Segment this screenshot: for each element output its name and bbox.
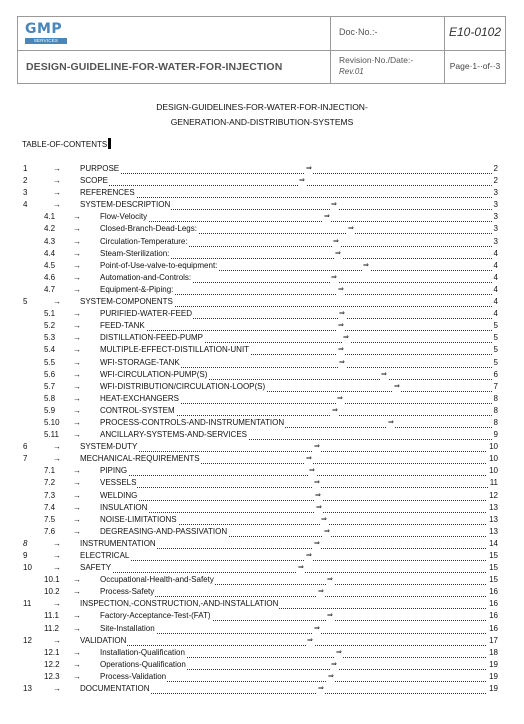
toc-entry-number: 9 [23, 551, 28, 560]
toc-entry-page: 8 [493, 405, 498, 415]
tab-arrow-icon: → [73, 478, 81, 488]
leader-arrow-icon: ⇒ [336, 393, 344, 405]
leader-arrow-icon: ⇒ [362, 260, 370, 272]
toc-entry[interactable] [0, 683, 524, 695]
toc-entry-page: 16 [489, 623, 498, 633]
toc-entry[interactable] [0, 284, 524, 296]
toc-entry-page: 5 [493, 333, 498, 343]
doc-number-label: Doc·No.:- [339, 27, 378, 37]
toc-entry-page: 11 [489, 478, 498, 488]
leader-arrow-icon: ⇒ [337, 284, 345, 296]
toc-entry-title[interactable]: PURIFIED-WATER-FEED [100, 309, 192, 319]
toc-entry-title[interactable]: WELDING [100, 490, 138, 500]
tab-arrow-icon: → [73, 284, 81, 294]
toc-entry-title[interactable]: Factory-Acceptance-Test-(FAT) [100, 611, 211, 621]
toc-entry-page: 15 [489, 563, 498, 573]
toc-entry-title[interactable]: REFERENCES [80, 188, 135, 198]
leader-arrow-icon: ⇒ [317, 683, 325, 695]
toc-entry[interactable] [0, 526, 524, 538]
dot-leader [100, 502, 492, 513]
tab-arrow-icon: → [73, 490, 81, 500]
dot-leader [100, 490, 492, 501]
toc-entry-number: 5.10 [44, 417, 60, 427]
toc-entry[interactable] [0, 248, 524, 260]
toc-entry-title[interactable]: Equipment-&-Piping: [100, 284, 174, 294]
toc-entry-number: 11.2 [44, 623, 59, 633]
tab-arrow-icon: → [73, 430, 81, 440]
tab-arrow-icon: → [73, 260, 81, 270]
tab-arrow-icon: → [73, 514, 81, 524]
toc-entry-page: 16 [489, 587, 498, 597]
leader-arrow-icon: ⇒ [308, 465, 316, 477]
leader-arrow-icon: ⇒ [338, 308, 346, 320]
toc-entry-number: 4.5 [44, 260, 56, 270]
toc-entry-number: 5.1 [44, 309, 56, 319]
tab-arrow-icon: → [73, 417, 81, 427]
toc-entry-title[interactable]: SCOPE [80, 176, 109, 186]
toc-entry[interactable] [0, 441, 524, 453]
tab-arrow-icon: → [53, 635, 61, 645]
toc-entry-number: 1 [23, 164, 28, 173]
toc-entry-number: 10.2 [44, 587, 60, 597]
toc-entry-number: 4.7 [44, 284, 56, 294]
tab-arrow-icon: → [53, 188, 61, 198]
leader-arrow-icon: ⇒ [305, 550, 313, 562]
leader-arrow-icon: ⇒ [326, 574, 334, 586]
toc-entry-title[interactable]: WFI-STORAGE-TANK [100, 357, 180, 367]
document-heading-line2: GENERATION-AND-DISTRIBUTION-SYSTEMS [170, 117, 354, 127]
leader-arrow-icon: ⇒ [331, 405, 339, 417]
toc-entry-page: 19 [489, 671, 498, 681]
tab-arrow-icon: → [73, 393, 81, 403]
toc-entry[interactable] [0, 223, 524, 235]
toc-entry-title[interactable]: DEGREASING-AND-PASSIVATION [100, 526, 228, 536]
toc-entry-number: 5.9 [44, 405, 56, 415]
toc-entry-page: 10 [489, 454, 498, 464]
toc-entry-title[interactable]: Steam-Sterilization: [100, 248, 170, 258]
toc-entry-title[interactable]: MULTIPLE-EFFECT-DISTILLATION-UNIT [100, 345, 250, 355]
toc-entry-page: 18 [489, 647, 498, 657]
leader-arrow-icon: ⇒ [330, 199, 338, 211]
title-cell [18, 51, 331, 83]
toc-entry-page: 9 [493, 430, 498, 440]
toc-entry-title[interactable]: INSPECTION,-CONSTRUCTION,-AND-INSTALLATION [80, 599, 279, 609]
toc-entry-title[interactable]: Point-of-Use-valve-to-equipment: [100, 260, 218, 270]
tab-arrow-icon: → [73, 212, 81, 222]
document-heading-line1: DESIGN-GUIDELINES-FOR-WATER-FOR-INJECTION- [156, 102, 368, 112]
dot-leader [100, 586, 492, 597]
leader-arrow-icon: ⇒ [305, 163, 313, 175]
tab-arrow-icon: → [73, 381, 81, 391]
tab-arrow-icon: → [73, 659, 81, 669]
toc-entry-number: 4.1 [44, 212, 56, 222]
document-header [17, 16, 506, 84]
toc-entry-page: 16 [489, 611, 498, 621]
toc-entry[interactable] [0, 369, 524, 381]
tab-arrow-icon: → [53, 454, 61, 464]
toc-entry-title[interactable]: PIPING [100, 466, 128, 476]
toc-entry[interactable] [0, 344, 524, 356]
doc-number-label-cell [331, 17, 445, 51]
dot-leader [100, 623, 492, 634]
leader-arrow-icon: ⇒ [313, 623, 321, 635]
toc-entry[interactable] [0, 393, 524, 405]
dot-leader [80, 635, 492, 646]
leader-arrow-icon: ⇒ [337, 320, 345, 332]
toc-entry[interactable] [0, 405, 524, 417]
dot-leader [80, 550, 492, 561]
toc-entry-page: 12 [489, 490, 498, 500]
page-number-cell [445, 51, 505, 83]
toc-entry-page: 5 [493, 345, 498, 355]
toc-heading-text: TABLE-OF-CONTENTS [22, 140, 108, 149]
dot-leader [80, 562, 492, 573]
toc-entry[interactable] [0, 647, 524, 659]
toc-entry-number: 4 [23, 200, 28, 210]
toc-entry-number: 7 [23, 454, 28, 464]
toc-entry-page: 13 [489, 514, 498, 524]
leader-arrow-icon: ⇒ [330, 659, 338, 671]
toc-entry-number: 5 [23, 297, 28, 307]
tab-arrow-icon: → [53, 599, 61, 609]
dot-leader [100, 211, 492, 222]
toc-entry-page: 8 [493, 417, 498, 427]
tab-arrow-icon: → [73, 587, 81, 597]
toc-entry-number: 12.3 [44, 671, 60, 681]
toc-entry-title[interactable]: NOISE-LIMITATIONS [100, 514, 177, 524]
toc-entry[interactable] [0, 260, 524, 272]
toc-entry-number: 10.1 [44, 575, 60, 585]
toc-entry-title[interactable]: CONTROL-SYSTEM [100, 405, 175, 415]
leader-arrow-icon: ⇒ [317, 586, 325, 598]
tab-arrow-icon: → [73, 623, 81, 633]
toc-entry-number: 7.1 [44, 466, 56, 476]
toc-entry-page: 6 [493, 369, 498, 379]
leader-arrow-icon: ⇒ [315, 502, 323, 514]
toc-entry-page: 4 [493, 297, 498, 307]
toc-entry[interactable] [0, 429, 524, 441]
toc-entry-page: 16 [489, 599, 498, 609]
toc-entry[interactable] [0, 671, 524, 683]
leader-arrow-icon: ⇒ [332, 236, 340, 248]
toc-entry-title[interactable]: Process-Validation [100, 671, 167, 681]
tab-arrow-icon: → [53, 200, 61, 210]
dot-leader [80, 187, 492, 198]
leader-arrow-icon: ⇒ [335, 647, 343, 659]
toc-entry-page: 2 [493, 176, 498, 186]
toc-entry-number: 5.4 [44, 345, 56, 355]
toc-entry-page: 3 [493, 224, 498, 234]
toc-entry-title[interactable]: Flow-Velocity [100, 212, 148, 222]
leader-arrow-icon: ⇒ [313, 538, 321, 550]
toc-entry-title[interactable]: Closed-Branch-Dead-Legs: [100, 224, 197, 234]
leader-arrow-icon: ⇒ [330, 272, 338, 284]
revision-label: Revision·No./Date:- [339, 55, 414, 65]
text-cursor [108, 138, 111, 149]
toc-entry-number: 5.8 [44, 393, 56, 403]
toc-entry-page: 19 [489, 684, 498, 694]
tab-arrow-icon: → [73, 575, 81, 585]
toc-entry-title[interactable]: SYSTEM-DUTY [80, 442, 138, 452]
toc-entry-number: 7.6 [44, 526, 56, 536]
toc-entry[interactable] [0, 465, 524, 477]
toc-entry-page: 17 [489, 635, 498, 645]
company-logo [25, 22, 69, 46]
tab-arrow-icon: → [53, 164, 61, 173]
tab-arrow-icon: → [53, 684, 61, 694]
tab-arrow-icon: → [73, 526, 81, 536]
toc-entry-page: 7 [493, 381, 498, 391]
toc-entry-title[interactable]: VALIDATION [80, 635, 127, 645]
logo-cell [18, 17, 331, 51]
toc-entry[interactable] [0, 187, 524, 199]
dot-leader [80, 163, 492, 174]
toc-entry-number: 5.3 [44, 333, 56, 343]
toc-entry[interactable] [0, 320, 524, 332]
toc-entry-page: 14 [489, 538, 498, 548]
toc-entry-title[interactable]: Occupational-Health-and-Safety [100, 575, 214, 585]
leader-arrow-icon: ⇒ [387, 417, 395, 429]
leader-arrow-icon: ⇒ [347, 223, 355, 235]
toc-entry-page: 4 [493, 272, 498, 282]
toc-entry[interactable] [0, 163, 524, 175]
toc-entry[interactable] [0, 562, 524, 574]
tab-arrow-icon: → [73, 309, 81, 319]
dot-leader [80, 441, 492, 452]
toc-entry[interactable] [0, 538, 524, 550]
toc-entry-page: 15 [489, 575, 498, 585]
toc-entry-title[interactable]: FEED-TANK [100, 321, 145, 331]
tab-arrow-icon: → [73, 224, 81, 234]
toc-entry[interactable] [0, 635, 524, 647]
toc-entry-page: 4 [493, 284, 498, 294]
leader-arrow-icon: ⇒ [323, 211, 331, 223]
doc-number: E10-0102 [448, 25, 502, 39]
toc-entry-title[interactable]: ELECTRICAL [80, 551, 130, 560]
toc-entry-number: 10 [23, 563, 32, 573]
dot-leader [100, 465, 492, 476]
toc-entry-title[interactable]: MECHANICAL-REQUIREMENTS [80, 454, 200, 464]
toc-entry-number: 4.2 [44, 224, 56, 234]
toc-entry-number: 7.4 [44, 502, 56, 512]
dot-leader [80, 175, 492, 186]
leader-arrow-icon: ⇒ [342, 332, 350, 344]
toc-entry-title[interactable]: HEAT-EXCHANGERS [100, 393, 179, 403]
toc-entry[interactable] [0, 236, 524, 248]
toc-entry[interactable] [0, 502, 524, 514]
toc-entry-title[interactable]: Installation-Qualification [100, 647, 185, 657]
toc-entry-number: 5.11 [44, 430, 59, 440]
toc-entry-title[interactable]: Operations-Qualification [100, 659, 186, 669]
tab-arrow-icon: → [73, 236, 81, 246]
leader-arrow-icon: ⇒ [313, 477, 321, 489]
toc-entry-page: 13 [489, 502, 498, 512]
toc-entry-title[interactable]: Automation-and-Controls: [100, 272, 192, 282]
tab-arrow-icon: → [73, 321, 81, 331]
toc-entry-number: 2 [23, 176, 28, 186]
toc-entry-number: 12.1 [44, 647, 60, 657]
toc-entry[interactable] [0, 357, 524, 369]
toc-entry-page: 3 [493, 236, 498, 246]
toc-entry-page: 3 [493, 200, 498, 210]
tab-arrow-icon: → [73, 502, 81, 512]
leader-arrow-icon: ⇒ [313, 441, 321, 453]
tab-arrow-icon: → [73, 611, 81, 621]
toc-entry-title[interactable]: SYSTEM-COMPONENTS [80, 297, 173, 307]
toc-entry[interactable] [0, 623, 524, 635]
toc-entry-number: 7.5 [44, 514, 56, 524]
toc-entry-page: 8 [493, 393, 498, 403]
dot-leader [100, 477, 492, 488]
tab-arrow-icon: → [73, 405, 81, 415]
toc-entry-number: 6 [23, 442, 28, 452]
toc-entry-number: 13 [23, 684, 32, 694]
tab-arrow-icon: → [73, 466, 81, 476]
toc-entry[interactable] [0, 417, 524, 429]
toc-entry-number: 7.3 [44, 490, 56, 500]
toc-entry-number: 4.4 [44, 248, 56, 258]
tab-arrow-icon: → [73, 671, 81, 681]
toc-entry[interactable] [0, 175, 524, 187]
revision-cell [331, 51, 445, 83]
toc-entry[interactable] [0, 272, 524, 284]
toc-entry-title[interactable]: Site-Installation [100, 623, 155, 633]
toc-entry-title[interactable]: DOCUMENTATION [80, 684, 150, 694]
tab-arrow-icon: → [53, 442, 61, 452]
toc-entry-title[interactable]: SYSTEM-DESCRIPTION [80, 200, 171, 210]
leader-arrow-icon: ⇒ [314, 490, 322, 502]
toc-entry-number: 5.7 [44, 381, 56, 391]
toc-entry-page: 5 [493, 321, 498, 331]
revision-value: Rev.01 [339, 67, 364, 76]
tab-arrow-icon: → [73, 357, 81, 367]
tab-arrow-icon: → [73, 345, 81, 355]
toc-entry[interactable] [0, 308, 524, 320]
toc-entry[interactable] [0, 453, 524, 465]
toc-entry-title[interactable]: Circulation-Temperature: [100, 236, 188, 246]
toc-entry-page: 15 [489, 551, 498, 560]
toc-entry-page: 4 [493, 260, 498, 270]
doc-number-cell [445, 17, 505, 51]
document-title: DESIGN-GUIDELINE-FOR-WATER-FOR-INJECTION [26, 61, 283, 73]
toc-entry-title[interactable]: SAFETY [80, 563, 112, 573]
leader-arrow-icon: ⇒ [298, 175, 306, 187]
leader-arrow-icon: ⇒ [334, 248, 342, 260]
toc-entry-number: 4.6 [44, 272, 56, 282]
tab-arrow-icon: → [53, 551, 61, 560]
toc-entry-title[interactable]: VESSELS [100, 478, 137, 488]
toc-entry-page: 10 [489, 466, 498, 476]
toc-entry-page: 19 [489, 659, 498, 669]
leader-arrow-icon: ⇒ [337, 344, 345, 356]
table-of-contents [0, 163, 524, 695]
toc-heading [22, 138, 111, 149]
toc-entry-number: 4.3 [44, 236, 56, 246]
toc-entry-page: 4 [493, 248, 498, 258]
leader-arrow-icon: ⇒ [320, 514, 328, 526]
toc-entry[interactable] [0, 381, 524, 393]
tab-arrow-icon: → [53, 297, 61, 307]
page-number: Page·1-·of-·3 [449, 61, 501, 71]
toc-entry-number: 11 [23, 599, 32, 609]
tab-arrow-icon: → [53, 563, 61, 573]
toc-entry-number: 12.2 [44, 659, 60, 669]
toc-entry-number: 8 [23, 538, 28, 548]
logo-text: GMP [25, 21, 63, 37]
tab-arrow-icon: → [73, 333, 81, 343]
toc-entry-title[interactable]: PROCESS-CONTROLS-AND-INSTRUMENTATION [100, 417, 285, 427]
leader-arrow-icon: ⇒ [326, 610, 334, 622]
toc-entry-number: 5.2 [44, 321, 56, 331]
toc-entry-title[interactable]: PURPOSE [80, 164, 120, 173]
toc-entry-page: 4 [493, 309, 498, 319]
toc-entry[interactable] [0, 199, 524, 211]
toc-entry-number: 7.2 [44, 478, 56, 488]
toc-entry-title[interactable]: Process-Safety [100, 587, 155, 597]
logo-subtext: SERVICES [25, 38, 67, 44]
toc-entry-page: 5 [493, 357, 498, 367]
toc-entry[interactable] [0, 586, 524, 598]
tab-arrow-icon: → [73, 647, 81, 657]
toc-entry-title[interactable]: ANCILLARY-SYSTEMS-AND-SERVICES [100, 430, 248, 440]
toc-entry-number: 5.5 [44, 357, 56, 367]
leader-arrow-icon: ⇒ [338, 357, 346, 369]
toc-entry-number: 12 [23, 635, 32, 645]
toc-entry-page: 10 [489, 442, 498, 452]
toc-entry-number: 11.1 [44, 611, 59, 621]
leader-arrow-icon: ⇒ [306, 635, 314, 647]
toc-entry-page: 13 [489, 526, 498, 536]
toc-entry[interactable] [0, 550, 524, 562]
toc-entry[interactable] [0, 659, 524, 671]
toc-entry-number: 5.6 [44, 369, 56, 379]
toc-entry-page: 3 [493, 212, 498, 222]
toc-entry[interactable] [0, 574, 524, 586]
toc-entry[interactable] [0, 477, 524, 489]
leader-arrow-icon: ⇒ [327, 671, 335, 683]
toc-entry-page: 2 [493, 164, 498, 173]
toc-entry-title[interactable]: INSTRUMENTATION [80, 538, 156, 548]
toc-entry[interactable] [0, 598, 524, 610]
toc-entry[interactable] [0, 514, 524, 526]
toc-entry[interactable] [0, 332, 524, 344]
leader-arrow-icon: ⇒ [380, 369, 388, 381]
toc-entry[interactable] [0, 296, 524, 308]
toc-entry-number: 3 [23, 188, 28, 198]
tab-arrow-icon: → [53, 538, 61, 548]
tab-arrow-icon: → [73, 272, 81, 282]
tab-arrow-icon: → [53, 176, 61, 186]
leader-arrow-icon: ⇒ [305, 453, 313, 465]
toc-entry-title[interactable]: WFI-CIRCULATION-PUMP(S) [100, 369, 208, 379]
toc-entry-title[interactable]: INSULATION [100, 502, 148, 512]
leader-arrow-icon: ⇒ [393, 381, 401, 393]
tab-arrow-icon: → [73, 248, 81, 258]
toc-entry-title[interactable]: WFI-DISTRIBUTION/CIRCULATION-LOOP(S) [100, 381, 266, 391]
toc-entry[interactable] [0, 610, 524, 622]
leader-arrow-icon: ⇒ [297, 562, 305, 574]
dot-leader [100, 320, 492, 331]
leader-arrow-icon: ⇒ [323, 526, 331, 538]
tab-arrow-icon: → [73, 369, 81, 379]
toc-entry[interactable] [0, 211, 524, 223]
toc-entry-title[interactable]: DISTILLATION-FEED-PUMP [100, 333, 203, 343]
toc-entry[interactable] [0, 490, 524, 502]
toc-entry-page: 3 [493, 188, 498, 198]
